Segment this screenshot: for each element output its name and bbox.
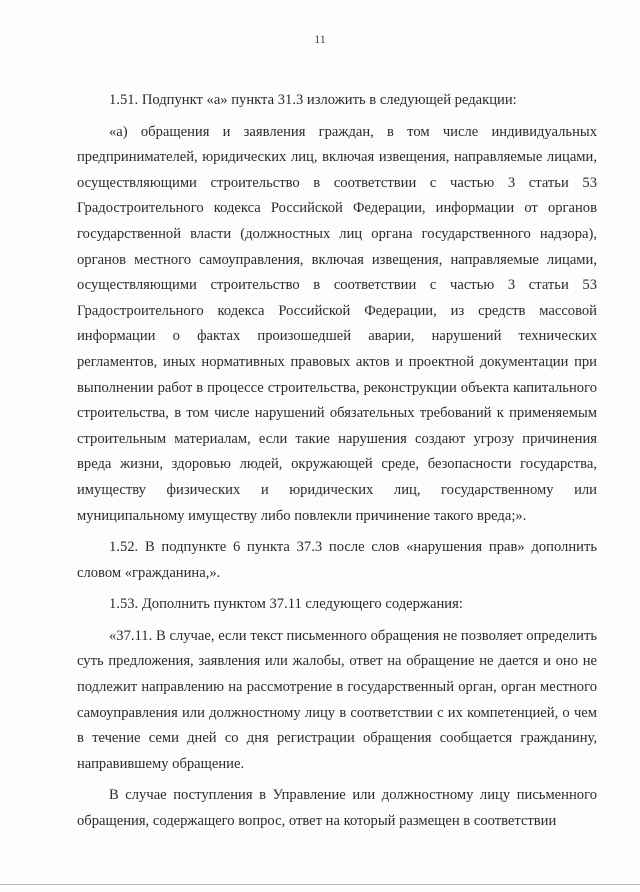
paragraph-1-51: 1.51. Подпункт «а» пункта 31.3 изложить в следующей редакции: xyxy=(109,92,517,108)
page-bottom-edge xyxy=(0,884,640,885)
document-body xyxy=(77,88,597,835)
paragraph-subitem-a: «а) обращения и заявления граждан, в том числе индивидуальных предпринимателей, юридических лиц, включая извещения, направляемые лицами, осуществляющими строительство в соответствии с частью 3 статьи 53 Градостроительного кодекса Российской Федерации, информации от органов государственной власти (должностных лиц органа государственного надзора), органов местного самоуправления, включая извещения, направляемые лицами, осуществляющими строительство в соответствии с частью 3 статьи 53 Градостроительного кодекса Российской Федерации, из средств массовой информации о фактах произошедшей аварии, нарушений технических регламентов, иных нормативных правовых актов и проектной документации при выполнении работ в процессе строительства, реконструкции объекта капитального строительства, в том числе нарушений обязательных требований к применяемым строительным материалам, если такие нарушения создают угрозу причинения вреда жизни, здоровью людей, окружающей среде, безопасности государства, имуществу физических и юридических лиц, государственному или муниципальному имуществу либо повлекли причинение такого вреда;». xyxy=(77,123,597,524)
paragraph-1-52: 1.52. В подпункте 6 пункта 37.3 после слов «нарушения прав» дополнить словом «гражданина,». xyxy=(77,539,597,581)
paragraph-37-11: «37.11. В случае, если текст письменного обращения не позволяет определить суть предложения, заявления или жалобы, ответ на обращение не дается и оно не подлежит направлению на рассмотрение в государственный орган, орган местного самоуправления или должностному лицу в соответствии с их компетенцией, о чем в течение семи дней со дня регистрации обращения сообщается гражданину, направившему обращение. xyxy=(77,627,597,772)
page-number: 11 xyxy=(314,32,326,46)
paragraph-continuation: В случае поступления в Управление или должностному лицу письменного обращения, содержащего вопрос, ответ на который размещен в соответствии xyxy=(77,787,597,830)
paragraph-1-53: 1.53. Дополнить пунктом 37.11 следующего содержания: xyxy=(109,596,463,613)
